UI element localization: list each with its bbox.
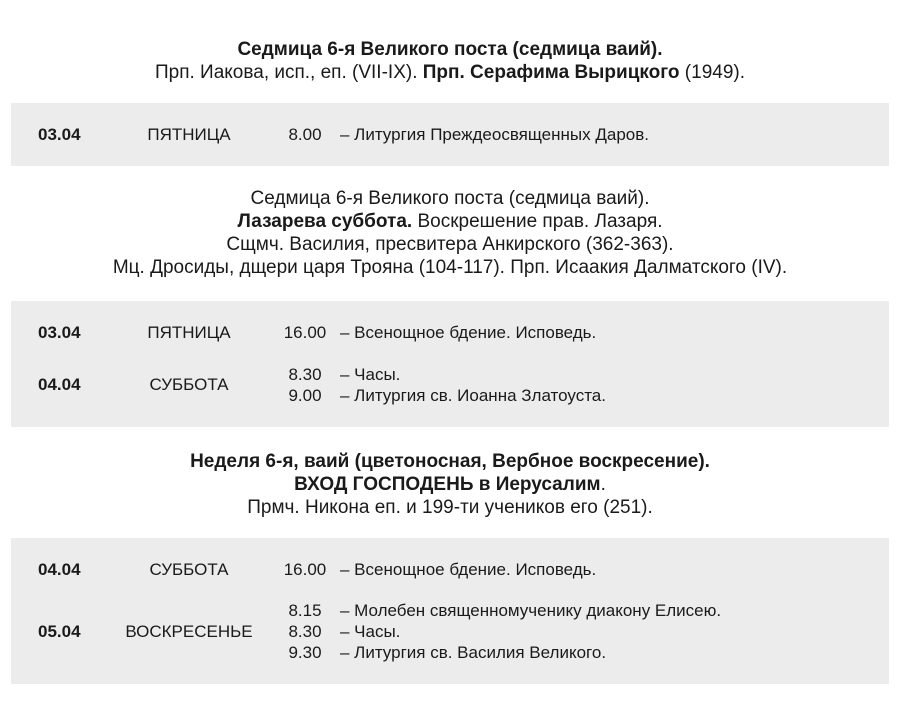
section2-schedule <box>11 301 889 427</box>
row-times: 8.30 9.00 <box>288 365 322 405</box>
row-day: ПЯТНИЦА <box>147 125 231 144</box>
section2-heading-line3: Сщмч. Василия, пресвитера Анкирского (362-363). <box>226 234 674 255</box>
row-date: 05.04 <box>38 622 81 641</box>
section3-heading-line2: ВХОД ГОСПОДЕНЬ в Иерусалим. <box>294 474 606 495</box>
section2-heading <box>0 187 900 279</box>
row-day: СУББОТА <box>149 560 229 579</box>
section1-heading-line1: Седмица 6-я Великого поста (седмица ваий). <box>237 39 663 60</box>
section1-schedule <box>11 103 889 166</box>
row-times: 8.15 8.30 9.30 <box>288 601 322 662</box>
row-day: ВОСКРЕСЕНЬЕ <box>125 622 253 641</box>
row-date: 03.04 <box>38 323 81 342</box>
row-items: – Молебен священномученику диакону Елисею. – Часы. – Литургия св. Василия Великого. <box>340 601 722 662</box>
row-day: СУББОТА <box>149 375 229 394</box>
row-items: – Литургия Преждеосвященных Даров. <box>340 125 649 144</box>
section2-heading-line4: Мц. Дросиды, дщери царя Трояна (104-117). Прп. Исаакия Далматского (IV). <box>112 257 788 278</box>
row-items: – Часы. – Литургия св. Иоанна Златоуста. <box>340 365 606 405</box>
section2-heading-line2: Лазарева суббота. Воскрешение прав. Лазаря. <box>237 211 663 232</box>
section3-heading-line3: Прмч. Никона еп. и 199-ти учеников его (251). <box>247 497 653 518</box>
row-date: 03.04 <box>38 125 81 144</box>
section1-heading <box>0 38 900 84</box>
row-times: 16.00 <box>283 323 327 342</box>
row-items: – Всенощное бдение. Исповедь. <box>340 560 597 579</box>
section1-heading-line2: Прп. Иакова, исп., еп. (VII-IX). Прп. Серафима Вырицкого (1949). <box>154 62 745 83</box>
row-date: 04.04 <box>38 560 81 579</box>
section3-heading-line1: Неделя 6-я, ваий (цветоносная, Вербное воскресение). <box>190 451 710 472</box>
row-day: ПЯТНИЦА <box>147 323 231 342</box>
row-date: 04.04 <box>38 375 81 394</box>
section2-heading-line1: Седмица 6-я Великого поста (седмица ваий). <box>250 188 650 209</box>
section3-heading <box>0 450 900 519</box>
row-times: 8.00 <box>288 125 322 144</box>
section3-schedule <box>11 538 889 684</box>
row-times: 16.00 <box>283 560 327 579</box>
row-items: – Всенощное бдение. Исповедь. <box>340 323 597 342</box>
